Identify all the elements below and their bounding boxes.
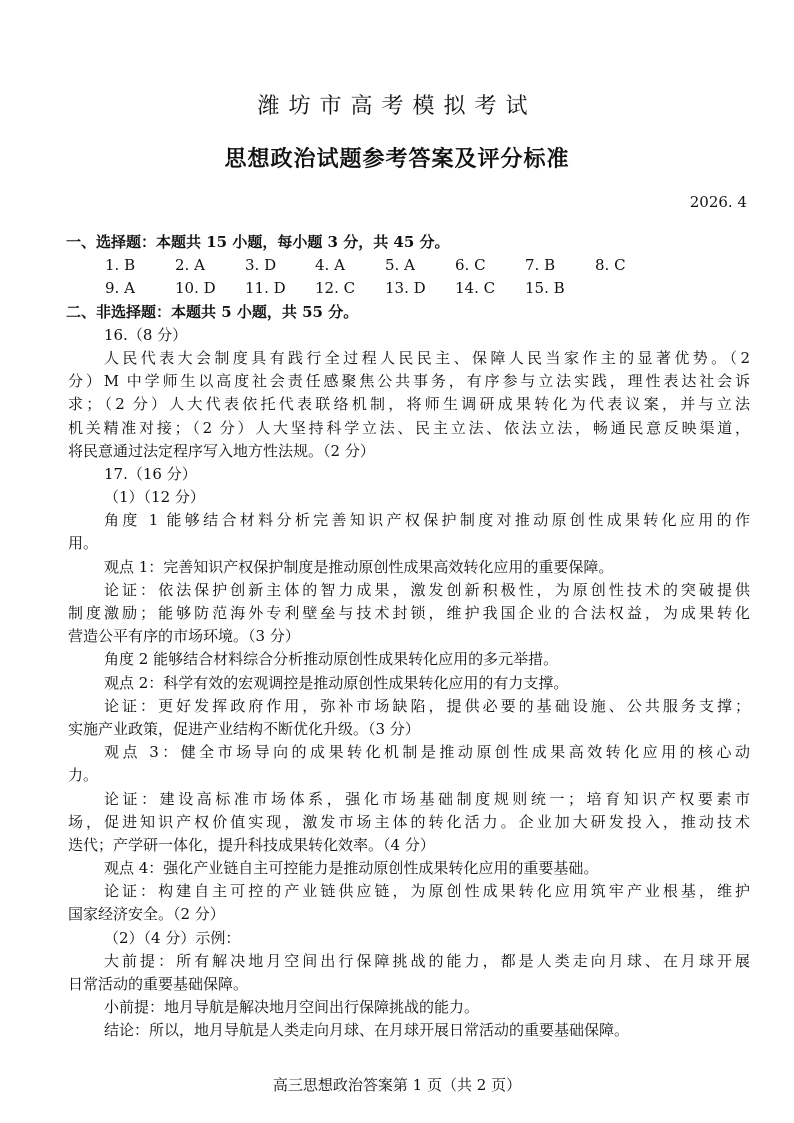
answer-item: 15. B	[525, 279, 565, 298]
answer-item: 5. A	[385, 256, 415, 275]
answer-item: 11. D	[245, 279, 286, 298]
answer-line: 论证：依法保护创新主体的智力成果，激发创新积极性，为原创性技术的突破提供	[104, 580, 750, 599]
sub-question: （2）（4 分）示例：	[104, 928, 241, 947]
answer-line: 迭代；产学研一体化，提升科技成果转化效率。（4 分）	[68, 835, 435, 854]
exam-title: 潍坊市高考模拟考试	[257, 94, 537, 119]
answer-line: 观点 4：强化产业链自主可控能力是推动原创性成果转化应用的重要基础。	[104, 859, 599, 878]
answer-line: 实施产业政策，促进产业结构不断优化升级。（3 分）	[68, 719, 420, 738]
answer-item: 9. A	[105, 279, 135, 298]
answer-line: 论证：更好发挥政府作用，弥补市场缺陷，提供必要的基础设施、公共服务支撑；	[104, 696, 750, 715]
answer-item: 10. D	[175, 279, 216, 298]
answer-item: 2. A	[175, 256, 205, 275]
answer-line: 观点 2：科学有效的宏观调控是推动原创性成果转化应用的有力支撑。	[104, 673, 569, 692]
section-heading-multiple-choice: 一、选择题：本题共 15 小题，每小题 3 分，共 45 分。	[66, 233, 450, 251]
answer-line: 力。	[68, 766, 99, 785]
sub-question: （1）（12 分）	[104, 488, 205, 507]
answer-line: 结论：所以，地月导航是人类走向月球、在月球开展日常活动的重要基础保障。	[104, 1021, 630, 1040]
answer-item: 7. B	[525, 256, 556, 275]
answer-item: 3. D	[245, 256, 277, 275]
question-number: 17.（16 分）	[104, 464, 197, 483]
section-heading-non-choice: 二、非选择题：本题共 5 小题，共 55 分。	[66, 302, 359, 321]
answer-line: 营造公平有序的市场环境。（3 分）	[68, 627, 300, 646]
answer-line: 分）M 中学师生以高度社会责任感聚焦公共事务，有序参与立法实践，理性表达社会诉	[68, 372, 750, 391]
answer-item: 14. C	[455, 279, 496, 298]
answer-line: 角度 2 能够结合材料综合分析推动原创性成果转化应用的多元举措。	[104, 650, 559, 669]
page-footer: 高三思想政治答案第 1 页（共 2 页）	[272, 1076, 522, 1094]
answer-line: 人民代表大会制度具有践行全过程人民民主、保障人民当家作主的显著优势。（2	[104, 348, 750, 367]
answer-line: 将民意通过法定程序写入地方性法规。（2 分）	[68, 441, 375, 460]
answer-item: 6. C	[455, 256, 486, 275]
answer-line: 用。	[68, 534, 99, 553]
answer-line: 日常活动的重要基础保障。	[68, 975, 249, 993]
document-title: 思想政治试题参考答案及评分标准	[224, 146, 570, 172]
answer-line: 国家经济安全。（2 分）	[68, 905, 225, 924]
answer-line: 大前提：所有解决地月空间出行保障挑战的能力，都是人类走向月球、在月球开展	[104, 951, 750, 970]
answer-line: 角度 1 能够结合材料分析完善知识产权保护制度对推动原创性成果转化应用的作	[104, 511, 750, 530]
answer-item: 13. D	[385, 279, 426, 298]
answer-line: 小前提：地月导航是解决地月空间出行保障挑战的能力。	[104, 998, 480, 1017]
answer-line: 论证：建设高标准市场体系，强化市场基础制度规则统一；培育知识产权要素市	[104, 789, 750, 808]
question-number: 16.（8 分）	[104, 325, 188, 344]
answer-row-2	[68, 277, 750, 300]
answer-line: 场，促进知识产权价值实现，激发市场主体的转化活力。企业加大研发投入，推动技术	[68, 812, 750, 831]
answer-line: 求；（2 分）人大代表依托代表联络机制，将师生调研成果转化为代表议案，并与立法	[68, 395, 750, 414]
answer-line: 机关精准对接；（2 分）人大坚持科学立法、民主立法、依法立法，畅通民意反映渠道，	[68, 418, 750, 437]
document-date: 2026. 4	[689, 193, 747, 211]
answer-line: 观点 3：健全市场导向的成果转化机制是推动原创性成果高效转化应用的核心动	[104, 743, 750, 762]
answer-line: 观点 1：完善知识产权保护制度是推动原创性成果高效转化应用的重要保障。	[104, 557, 614, 576]
answer-item: 1. B	[105, 256, 136, 275]
answer-row-1	[68, 254, 750, 277]
answer-item: 4. A	[315, 256, 345, 275]
answer-item: 8. C	[595, 256, 626, 275]
answer-content	[68, 231, 750, 1043]
answer-line: 论证：构建自主可控的产业链供应链，为原创性成果转化应用筑牢产业根基，维护	[104, 882, 750, 901]
answer-line: 制度激励；能够防范海外专利壁垒与技术封锁，维护我国企业的合法权益，为成果转化	[68, 604, 750, 622]
answer-item: 12. C	[315, 279, 356, 298]
